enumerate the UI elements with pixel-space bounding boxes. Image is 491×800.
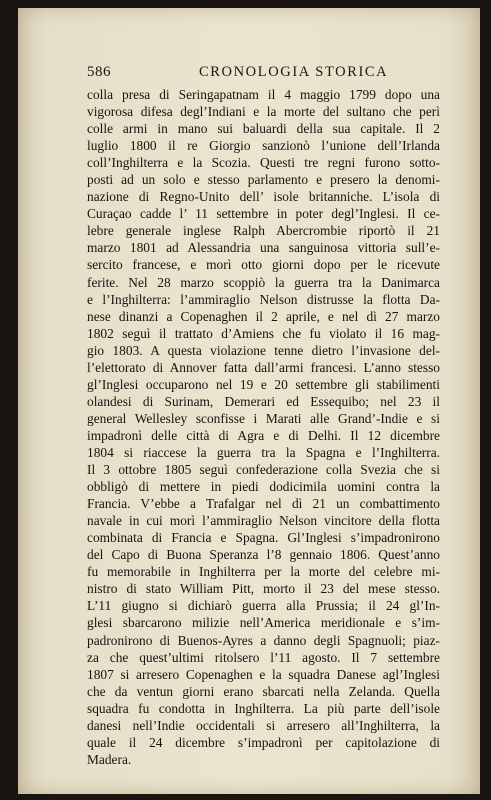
text-line: e l’Inghilterra: l’ammiraglio Nelson distrusse la flotta Da-	[87, 291, 440, 307]
text-line: lebre generale inglese Ralph Abercrombie riportò il 21	[87, 223, 440, 239]
text-line: Il 3 ottobre 1805 seguì confederazione colla Svezia che si	[87, 462, 440, 478]
text-line: padronirono di Buenos-Ayres a danno degli Spagnuoli; piaz-	[87, 632, 440, 648]
text-line: 1804 si riaccese la guerra tra la Spagna e l’Inghilterra.	[87, 444, 440, 460]
text-line: 1802 seguì il trattato d’Amiens che fu violato il 16 mag-	[87, 325, 440, 341]
page-number: 586	[87, 64, 111, 80]
text-line: posti ad un solo e stesso parlamento e presero la denomi-	[87, 172, 440, 188]
text-line: coll’Inghilterra e la Scozia. Questi tre regni furono sotto-	[87, 155, 440, 171]
text-line: obbligò di mettere in piedi dodicimila uomini contra la	[87, 479, 440, 495]
text-line: gio 1803. A questa violazione tenne dietro l’invasione del-	[87, 342, 440, 358]
text-line: sercito francese, e morì otto giorni dopo per le ricevute	[87, 257, 440, 273]
text-line: impadronì delle città di Agra e di Delhi. Il 12 dicembre	[87, 427, 440, 443]
text-line: colle armi in mano sui baluardi della sua capitale. Il 2	[87, 121, 440, 137]
text-line: marzo 1801 ad Alessandria una sanguinosa vittoria sull’e-	[87, 240, 440, 256]
text-line: olandesi di Surinam, Demerari ed Essequibo; nel 23 il	[87, 393, 440, 409]
text-line: quale il 24 dicembre s’impadronì per capitolazione di	[87, 734, 440, 750]
text-line: Francia. V’ebbe a Trafalgar nel dì 21 un combattimento	[87, 496, 440, 512]
text-line: nese dinanzi a Copenaghen il 2 aprile, e nel dì 27 marzo	[87, 308, 440, 324]
text-line: general Wellesley sconfisse i Marati alle Grand’-Indie e si	[87, 410, 440, 426]
text-line: gl’Inglesi occuparono nel 19 e 20 settembre gli stabilimenti	[87, 376, 440, 392]
text-line: Curaçao cadde l’ 11 settembre in poter degl’Inglesi. Il ce-	[87, 206, 440, 222]
text-line: colla presa di Seringapatnam il 4 maggio 1799 dopo una	[87, 87, 440, 102]
text-line: l’elettorato di Annover fatta dall’armi francesi. L’anno stesso	[87, 359, 440, 375]
text-line: glesi sbarcarono milizie nell’America meridionale e s’im-	[87, 615, 440, 631]
text-line: navale in cui morì l’ammiraglio Nelson vincitore della flotta	[87, 513, 440, 529]
page-header	[87, 64, 437, 84]
text-line: combinata di Francia e Spagna. Gl’Inglesi s’impadronirono	[87, 530, 440, 546]
text-line: nazione di Regno-Unito dell’ isole britanniche. L’isola di	[87, 189, 440, 205]
text-line: danesi nell’Indie occidentali si arresero all’Inghilterra, la	[87, 717, 440, 733]
text-line: che da ventun giorni erano sbarcati nella Zelanda. Quella	[87, 683, 440, 699]
text-line: za che quest’ultimi ritolsero l’11 agosto. Il 7 settembre	[87, 649, 440, 665]
text-line: luglio 1800 il re Giorgio sanzionò l’unione dell’Irlanda	[87, 138, 440, 154]
text-line: squadra fu condotta in Inghilterra. La più parte dell’isole	[87, 700, 440, 716]
text-line: vigorosa difesa degl’Indiani e la morte del sultano che perì	[87, 104, 440, 120]
text-line: 1807 si arresero Copenaghen e la squadra Danese agl’Inglesi	[87, 666, 440, 682]
body-text	[87, 86, 440, 768]
text-line: nistro di stato William Pitt, morto il 23 del mese stesso.	[87, 581, 440, 597]
text-line: ferite. Nel 28 marzo scoppiò la guerra tra la Danimarca	[87, 274, 440, 290]
text-line: del Capo di Buona Speranza l’8 gennaio 1806. Quest’anno	[87, 547, 440, 563]
text-line: fu memorabile in Inghilterra per la morte del celebre mi-	[87, 564, 440, 580]
running-title: CRONOLOGIA STORICA	[199, 64, 389, 80]
text-line: L’11 giugno si dichiarò guerra alla Prussia; il 24 gl’In-	[87, 598, 440, 614]
text-line: Madera.	[87, 751, 132, 767]
